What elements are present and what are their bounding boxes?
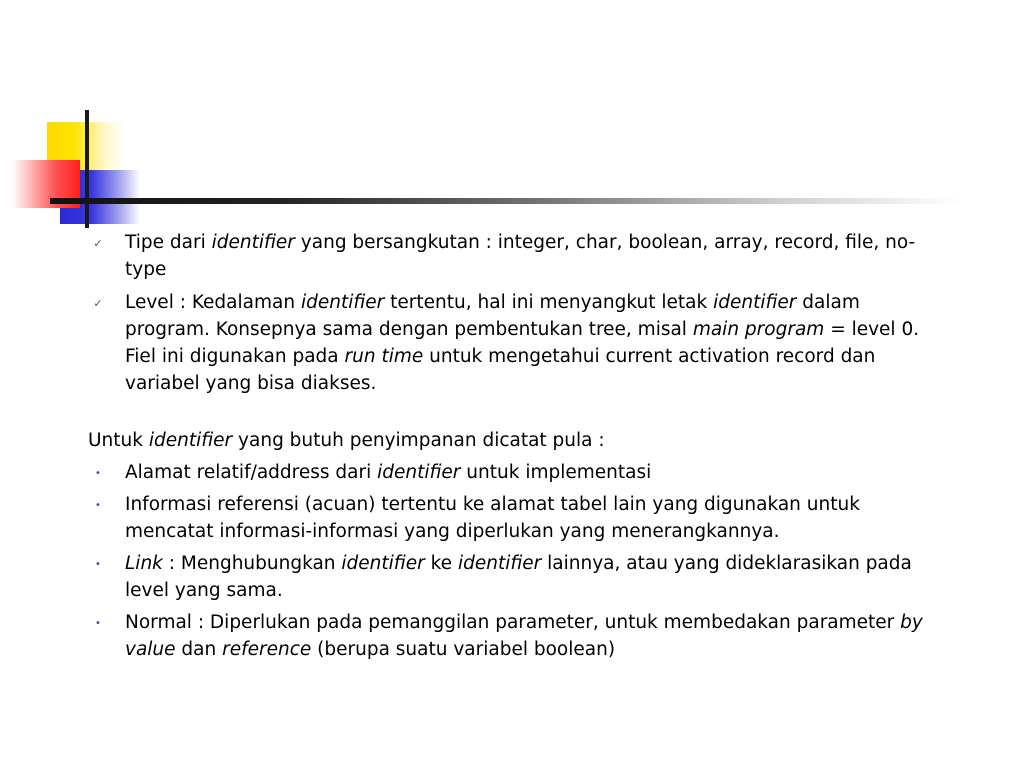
italic-text-run: main program [692, 319, 825, 340]
bullet-item-text [125, 494, 860, 542]
dot-bullet-icon: • [95, 500, 101, 511]
checkmark-bullet-icon: ✓ [93, 297, 103, 310]
checklist-item-text [125, 292, 919, 394]
text-run: lainnya, atau yang dideklarasikan pada level yang sama. [125, 553, 912, 601]
checklist-item-text [125, 232, 915, 280]
dot-bullet-icon: • [95, 559, 101, 570]
title-divider-line [50, 198, 962, 204]
text-run: ke [424, 553, 458, 574]
text-run: Level : Kedalaman [125, 292, 301, 313]
text-run: yang bersangkutan : integer, char, boolean, array, record, file, no-type [125, 232, 916, 280]
bullet-item [88, 550, 948, 604]
checkmark-bullet-icon: ✓ [93, 237, 103, 250]
text-run: Tipe dari [125, 232, 212, 253]
text-run: = level 0. Fiel ini digunakan pada [125, 319, 920, 367]
intro-paragraph [88, 427, 948, 454]
italic-text-run: identifier [457, 553, 542, 574]
italic-text-run: reference [222, 639, 312, 660]
text-run: tertentu, hal ini menyangkut letak [384, 292, 714, 313]
italic-text-run: identifier [300, 292, 385, 313]
italic-text-run: identifier [148, 430, 233, 451]
slide-body [88, 229, 948, 663]
text-run: Alamat relatif/address dari [125, 462, 378, 483]
text-run: dalam program. Konsepnya sama dengan pembentukan tree, misal [125, 292, 860, 340]
italic-text-run: run time [344, 346, 424, 367]
bullet-item [88, 459, 948, 486]
text-run: Informasi referensi (acuan) tertentu ke alamat tabel lain yang digunakan untuk mencatat informasi-informasi yang diperlukan yang menerangkannya. [125, 494, 860, 542]
italic-text-run: identifier [713, 292, 797, 313]
text-run: Normal : Diperlukan pada pemanggilan parameter, untuk membedakan parameter [125, 612, 901, 633]
dot-bullet-icon: • [95, 618, 101, 629]
bullet-item [88, 491, 948, 545]
text-run: untuk implementasi [460, 462, 652, 483]
text-run: yang butuh penyimpanan dicatat pula : [232, 430, 605, 451]
text-run: dan [175, 639, 223, 660]
checklist-item [88, 229, 948, 283]
text-run: untuk mengetahui current activation record dan variabel yang bisa diakses. [125, 346, 876, 394]
text-run: : Menghubungkan [162, 553, 342, 574]
bullet-item [88, 609, 948, 663]
text-run: Untuk [88, 430, 149, 451]
italic-text-run: by value [125, 612, 923, 660]
italic-text-run: identifier [211, 232, 295, 253]
checklist-item [88, 289, 948, 397]
dot-bullet-icon: • [95, 468, 101, 479]
italic-text-run: identifier [377, 462, 461, 483]
slide-logo-decoration [0, 0, 200, 240]
vertical-divider-line [85, 110, 89, 228]
bullet-item-text [125, 553, 912, 601]
italic-text-run: identifier [341, 553, 425, 574]
italic-text-run: Link [125, 553, 163, 574]
text-run: (berupa suatu variabel boolean) [311, 639, 616, 660]
bullet-item-text [125, 462, 651, 483]
bullet-item-text [125, 612, 923, 660]
